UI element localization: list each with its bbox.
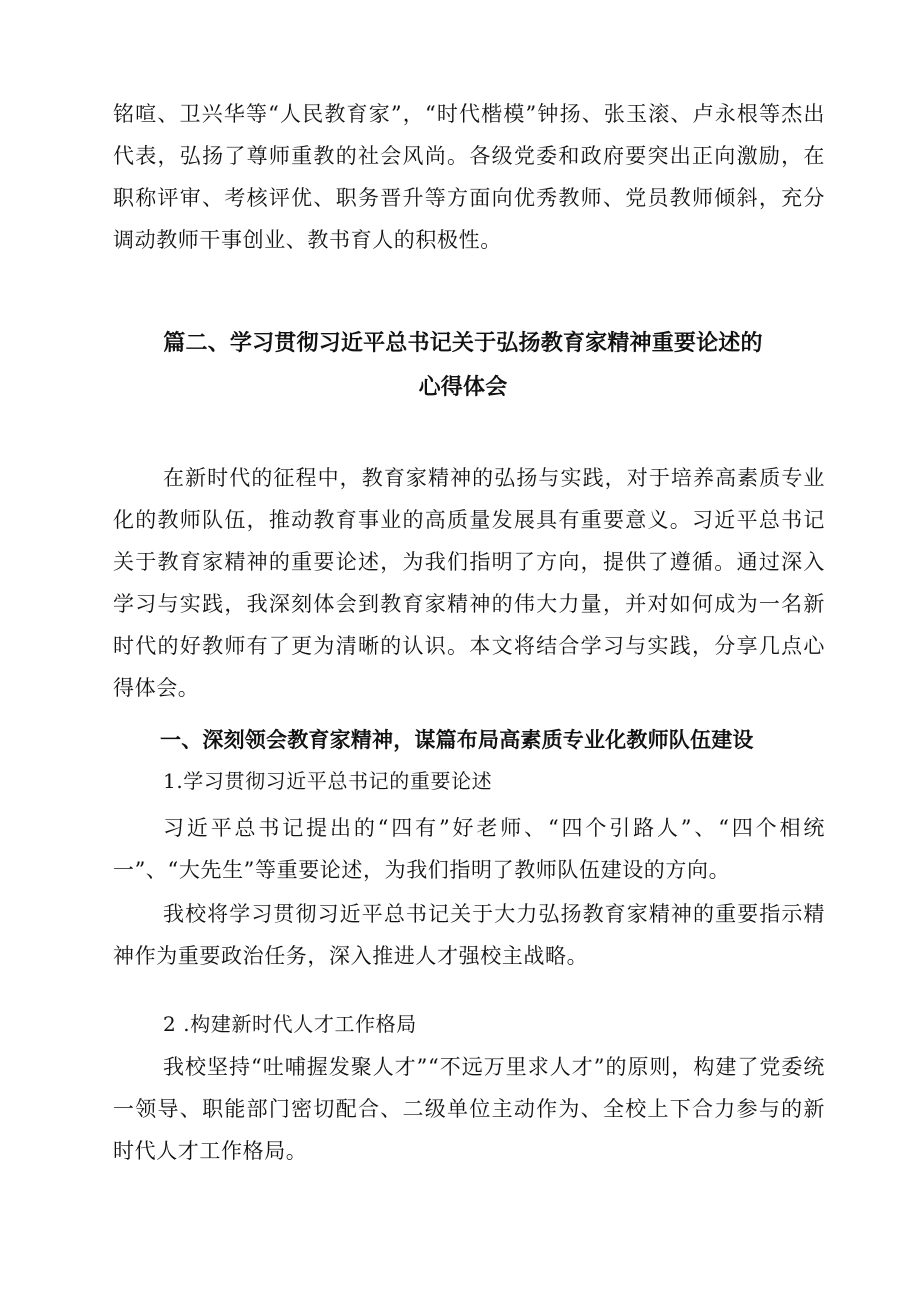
section-1-heading: 一、深刻领会教育家精神，谋篇布局高素质专业化教师队伍建设 — [160, 728, 754, 752]
subsection-2-heading: 2 .构建新时代人才工作格局 — [163, 1012, 417, 1036]
article-title-line-2: 心得体会 — [418, 375, 508, 400]
intro-paragraph: 在新时代的征程中，教育家精神的弘扬与实践，对于培养高素质专业化的教师队伍，推动教育事业的高质量发展具有重要意义。习近平总书记关于教育家精神的重要论述，为我们指明了方向，提供了遵循。通过深入学习与实践，我深刻体会到教育家精神的伟大力量，并对如何成为一名新时代的好教师有了更为清晰的认识。本文将结合学习与实践，分享几点心得体会。 — [113, 466, 825, 700]
subsection-1-heading: 1.学习贯彻习近平总书记的重要论述 — [163, 769, 493, 793]
subsection-1-paragraph-2: 我校将学习贯彻习近平总书记关于大力弘扬教育家精神的重要指示精神作为重要政治任务，深入推进人才强校主战略。 — [113, 902, 825, 968]
article-title-line-1: 篇二、学习贯彻习近平总书记关于弘扬教育家精神重要论述的 — [163, 331, 763, 356]
continuation-paragraph: 铭喧、卫兴华等“人民教育家”，“时代楷模”钟扬、张玉滚、卢永根等杰出代表，弘扬了尊师重教的社会风尚。各级党委和政府要突出正向激励，在职称评审、考核评优、职务晋升等方面向优秀教师、党员教师倾斜，充分调动教师干事创业、教书育人的积极性。 — [113, 102, 825, 252]
subsection-2-paragraph-1: 我校坚持“吐哺握发聚人才”“不远万里求人才”的原则，构建了党委统一领导、职能部门密切配合、二级单位主动作为、全校上下合力参与的新时代人才工作格局。 — [113, 1055, 825, 1163]
subsection-1-paragraph-1: 习近平总书记提出的“四有”好老师、“四个引路人”、“四个相统一”、“大先生”等重要论述，为我们指明了教师队伍建设的方向。 — [113, 816, 825, 882]
